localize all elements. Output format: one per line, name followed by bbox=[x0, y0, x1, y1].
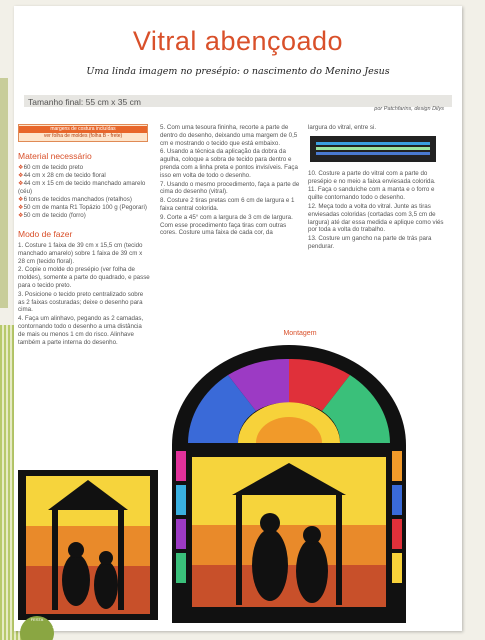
section-stamp: FESTA bbox=[20, 616, 54, 640]
article-subtitle: Uma linda imagem no presépio: o nascimento do Menino Jesus bbox=[86, 66, 390, 77]
material-list bbox=[18, 164, 150, 220]
seam-note bbox=[18, 124, 148, 142]
figure-label: Montagem bbox=[283, 330, 317, 337]
step: 6. Usando a técnica da aplicação da dobra da agulha, coloque a sobra de tecido para dentro e prenda com a linha preta e pontos invisíveis. Faça isso em volta de todo o desenho. bbox=[160, 148, 298, 179]
credit: por Patchfarins, design Dilys bbox=[374, 106, 444, 112]
material-item: ❖ 44 cm x 28 cm de tecido floral bbox=[18, 172, 150, 180]
step: 5. Com uma tesoura fininha, recorte a parte de dentro do desenho, deixando uma margem de 0,5 cm e mostrando o tecido que está embaixo. bbox=[160, 124, 298, 147]
step: 9. Corte a 45° com a largura de 3 cm de largura. Com esse procedimento faça tiras com outras cores. Costure uma faixa de cada cor, da bbox=[160, 213, 293, 237]
nativity-detail-photo bbox=[18, 470, 158, 620]
step: 1. Costure 1 faixa de 39 cm x 15,5 cm (tecido manchado amarelo) sobre 1 faixa de 39 cm x 28 cm (tecido floral). bbox=[18, 242, 143, 265]
column-left bbox=[18, 124, 150, 347]
step: 4. Faça um alinhavo, pegando as 2 camadas, contornando todo o desenho a uma distância de mais ou menos 1 cm do risco. Alinhave também a parte interna do desenho. bbox=[18, 315, 144, 346]
step: 13. Costure um gancho na parte de trás para pendurar. bbox=[308, 235, 432, 250]
material-item: ❖ 6 tons de tecidos manchados (retalhos) bbox=[18, 196, 150, 204]
article-title: Vitral abençoado bbox=[132, 26, 344, 56]
page-number: 18 bbox=[52, 624, 58, 630]
modo-steps bbox=[18, 242, 150, 346]
step: 7. Usando o mesmo procedimento, faça a parte de cima do desenho (vitral). bbox=[160, 180, 300, 196]
material-item: ❖ 50 cm de tecido (forro) bbox=[18, 212, 150, 220]
step: 8. Costure 2 tiras pretas com 6 cm de largura e 1 faixa central colorida. bbox=[160, 197, 295, 212]
modo-heading: Modo de fazer bbox=[18, 229, 73, 239]
step: 12. Meça todo a volta do vitral. Junte as tiras enviesadas coloridas (cortadas com 3,5 cm de largura) até dar essa medida e aplique como viés por toda a volta do trabalho. bbox=[308, 202, 444, 234]
side-bar bbox=[0, 78, 8, 308]
seam-note-line2: ver folha de moldes (folha B - frete) bbox=[43, 133, 123, 139]
material-item: ❖ 50 cm de manta R1 Topázio 100 g (Pegorari) bbox=[18, 204, 150, 212]
final-size: Tamanho final: 55 cm x 35 cm bbox=[28, 97, 141, 107]
column-middle bbox=[160, 124, 300, 238]
step: 3. Posicione o tecido preto centralizado sobre as 2 faixas costuradas; deixe o desenho para cima. bbox=[18, 290, 144, 314]
material-heading: Material necessário bbox=[18, 151, 92, 161]
material-item: ❖ 44 cm x 15 cm de tecido manchado amarelo (céu) bbox=[18, 180, 150, 196]
seam-note-line1: margens de costura incluídas bbox=[19, 126, 147, 133]
column-right bbox=[308, 124, 444, 252]
step: 10. Costure a parte do vitral com a parte do presépio e no meio a faixa enviesada colorida. bbox=[308, 169, 436, 185]
step: 11. Faça o sanduíche com a manta e o forro e quilte contornando todo o desenho. bbox=[308, 186, 435, 202]
stained-glass-quilt-photo bbox=[172, 345, 406, 623]
material-item: ❖ 60 cm de tecido preto bbox=[18, 164, 150, 172]
step-intro: largura do vitral, entre si. bbox=[308, 124, 377, 131]
step: 2. Copie o molde do presépio (ver folha de moldes), somente a parte do quadrado, e passe para o tecido preto. bbox=[18, 266, 150, 289]
bias-strip-photo bbox=[310, 136, 436, 162]
